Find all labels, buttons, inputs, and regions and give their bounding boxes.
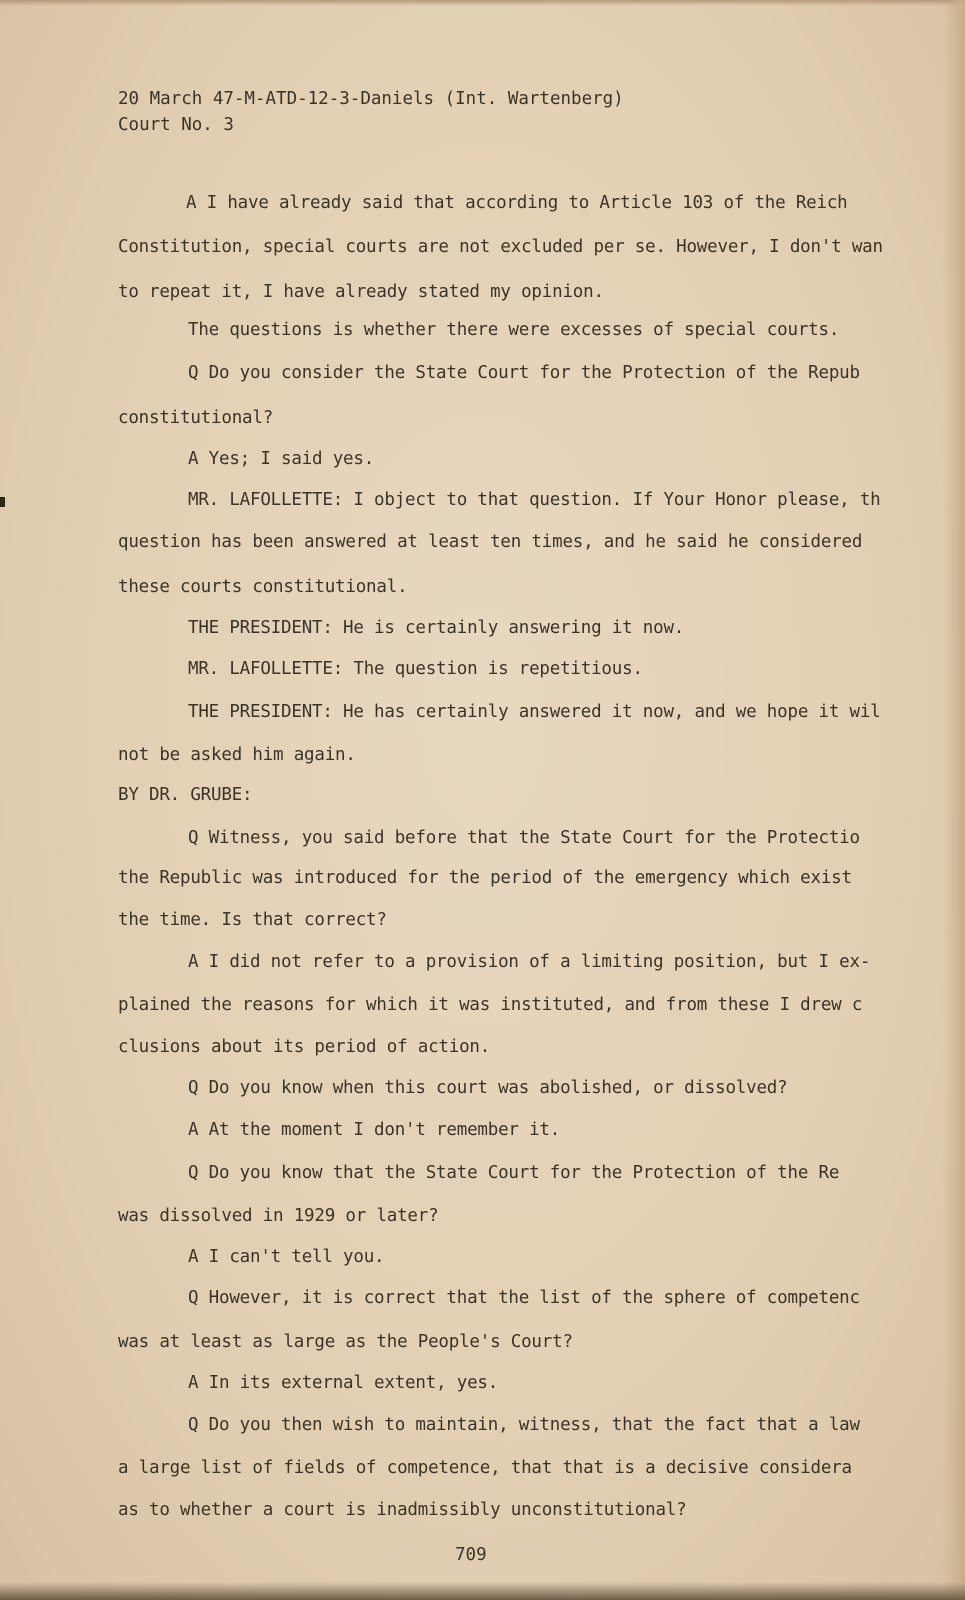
transcript-line: a large list of fields of competence, that that is a decisive considera bbox=[118, 1458, 852, 1478]
transcript-line: Q Do you know when this court was abolished, or dissolved? bbox=[188, 1078, 788, 1098]
transcript-line: Q Do you know that the State Court for the Protection of the Re bbox=[188, 1163, 840, 1183]
transcript-header bbox=[118, 86, 624, 138]
transcript-line: A I did not refer to a provision of a limiting position, but I ex- bbox=[188, 952, 871, 972]
transcript-line: these courts constitutional. bbox=[118, 577, 408, 597]
transcript-line: A In its external extent, yes. bbox=[188, 1373, 499, 1393]
transcript-line: plained the reasons for which it was instituted, and from these I drew c bbox=[118, 995, 863, 1015]
transcript-line: MR. LAFOLLETTE: I object to that question. If Your Honor please, th bbox=[188, 490, 881, 510]
transcript-line: clusions about its period of action. bbox=[118, 1037, 491, 1057]
page-number: 709 bbox=[455, 1545, 487, 1565]
transcript-line: MR. LAFOLLETTE: The question is repetitious. bbox=[188, 659, 643, 679]
transcript-line: not be asked him again. bbox=[118, 745, 356, 765]
transcript-line: was dissolved in 1929 or later? bbox=[118, 1206, 439, 1226]
paper-edge-right bbox=[943, 0, 965, 1600]
transcript-line: THE PRESIDENT: He has certainly answered it now, and we hope it wil bbox=[188, 702, 881, 722]
transcript-line: the time. Is that correct? bbox=[118, 910, 387, 930]
paper-edge-bottom bbox=[0, 1582, 965, 1600]
header-line-court: Court No. 3 bbox=[118, 115, 234, 135]
punch-mark bbox=[0, 497, 5, 507]
transcript-line: A I have already said that according to Article 103 of the Reich bbox=[186, 193, 848, 213]
transcript-line: The questions is whether there were excesses of special courts. bbox=[188, 320, 840, 340]
transcript-line: Q However, it is correct that the list of the sphere of competenc bbox=[188, 1288, 860, 1308]
transcript-line: to repeat it, I have already stated my opinion. bbox=[118, 282, 604, 302]
transcript-line: constitutional? bbox=[118, 408, 274, 428]
transcript-line: Q Do you consider the State Court for the Protection of the Repub bbox=[188, 363, 860, 383]
transcript-line: BY DR. GRUBE: bbox=[118, 785, 253, 805]
transcript-line: Constitution, special courts are not excluded per se. However, I don't wan bbox=[118, 237, 883, 257]
transcript-line: Q Witness, you said before that the State Court for the Protectio bbox=[188, 828, 860, 848]
transcript-line: A Yes; I said yes. bbox=[188, 449, 375, 469]
transcript-line: question has been answered at least ten times, and he said he considered bbox=[118, 532, 863, 552]
transcript-line: Q Do you then wish to maintain, witness, that the fact that a law bbox=[188, 1415, 860, 1435]
transcript-line: the Republic was introduced for the period of the emergency which exist bbox=[118, 868, 852, 888]
transcript-line: A At the moment I don't remember it. bbox=[188, 1120, 561, 1140]
transcript-line: A I can't tell you. bbox=[188, 1247, 385, 1267]
transcript-line: was at least as large as the People's Court? bbox=[118, 1332, 573, 1352]
paper-edge-top bbox=[0, 0, 965, 6]
transcript-line: THE PRESIDENT: He is certainly answering it now. bbox=[188, 618, 685, 638]
transcript-line: as to whether a court is inadmissibly unconstitutional? bbox=[118, 1500, 687, 1520]
header-line-session: 20 March 47-M-ATD-12-3-Daniels (Int. Wartenberg) bbox=[118, 89, 624, 109]
